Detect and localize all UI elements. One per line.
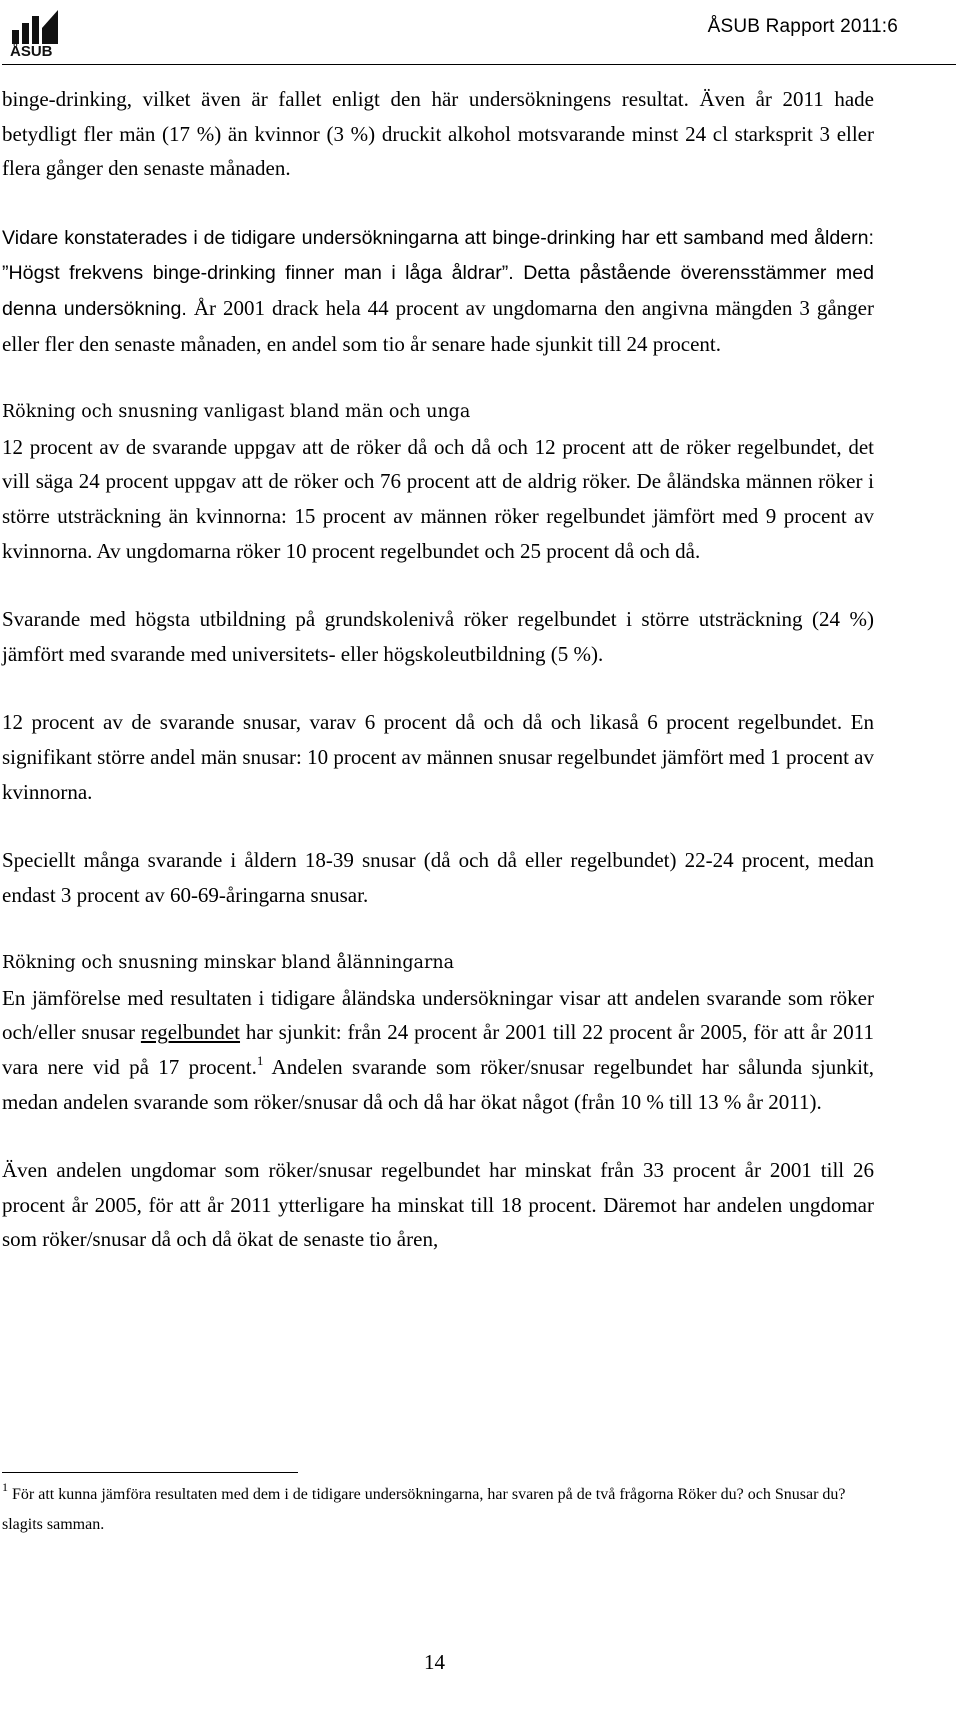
logo-text: ÅSUB xyxy=(10,43,53,58)
page-header xyxy=(0,0,960,64)
paragraph-2 xyxy=(2,220,874,361)
paragraph-3: 12 procent av de svarande uppgav att de röker då och då och 12 procent att de röker regelbundet, det vill säga 24 procent uppgav att de röker och 76 procent att de aldrig röker. De åländska männen röker i större utsträckning än kvinnorna: 15 procent av männen röker regelbundet jämfört med 9 procent av kvinnorna. Av ungdomarna röker 10 procent regelbundet och 25 procent då och då. xyxy=(2,434,874,563)
paragraph-7c: Andelen svarande som röker/snusar regelbundet har sålunda sjunkit, medan andelen svarande som röker/snusar då och då har ökat något (från 10 % till 13 % år 2011). xyxy=(2,1055,874,1114)
paragraph-8: Även andelen ungdomar som röker/snusar regelbundet har minskat från 33 procent år 2001 till 26 procent år 2005, för att år 2011 ytterligare ha minskat till 18 procent. Däremot har andelen ungdomar som röker/snusar då och då ökat de senaste tio åren, xyxy=(2,1158,874,1252)
paragraph-2-sans: Vidare konstaterades i de tidigare undersökningarna att binge-drinking har ett samband med åldern: ”Högst frekvens binge-drinking finner man i låga åldrar”. Detta påstående överensstämmer med denna undersökning. xyxy=(2,226,874,320)
paragraph-7a: En jämförelse med resultaten i tidigare åländska undersökningar visar att andelen svarande som röker och/eller snusar xyxy=(2,985,874,1045)
report-title: ÅSUB Rapport 2011:6 xyxy=(707,16,898,37)
subheading-smoking-decreasing: Rökning och snusning minskar bland ålänningarna xyxy=(2,953,455,974)
footnote-text: För att kunna jämföra resultaten med dem i de tidigare undersökningarna, har svaren på de två frågorna Röker du? och Snusar du? slagits samman. xyxy=(2,1486,846,1533)
page-number: 14 xyxy=(424,1650,445,1674)
paragraph-7b: har sjunkit: från 24 procent år 2001 till 22 procent år 2005, för att år 2011 vara nere vid på 17 procent. xyxy=(2,1020,874,1080)
paragraph-7 xyxy=(2,981,874,1119)
footnote xyxy=(2,1480,874,1540)
asub-logo xyxy=(8,6,72,58)
subheading-smoking-common: Rökning och snusning vanligast bland män och unga xyxy=(2,402,471,423)
paragraph-1: binge-drinking, vilket även är fallet enligt den här undersökningens resultat. Även år 2011 hade betydligt fler män (17 %) än kvinnor (3 %) druckit alkohol motsvarande minst 24 cl starksprit 3 eller flera gånger den senaste månaden. xyxy=(2,87,874,181)
paragraph-6: Speciellt många svarande i åldern 18-39 snusar (då och då eller regelbundet) 22-24 procent, medan endast 3 procent av 60-69-åringarna snusar. xyxy=(2,848,874,907)
paragraph-5: 12 procent av de svarande snusar, varav 6 procent då och då och likaså 6 procent regelbundet. En signifikant större andel män snusar: 10 procent av männen snusar regelbundet jämfört med 1 procent av kvinnorna. xyxy=(2,710,874,804)
footnote-reference: 1 xyxy=(256,1053,264,1069)
paragraph-2-serif: År 2001 drack hela 44 procent av ungdomarna den angivna mängden 3 gånger eller fler den senaste månaden, en andel som tio år senare hade sjunkit till 24 procent. xyxy=(2,295,874,356)
footnote-marker: 1 xyxy=(2,1480,8,1494)
header-rule xyxy=(2,64,956,65)
body-text xyxy=(2,82,874,1291)
paragraph-4: Svarande med högsta utbildning på grundskolenivå röker regelbundet i större utsträckning (24 %) jämfört med svarande med universitets- eller högskoleutbildning (5 %). xyxy=(2,607,874,666)
footnote-rule xyxy=(2,1472,298,1473)
underlined-word: regelbundet xyxy=(140,1020,241,1045)
